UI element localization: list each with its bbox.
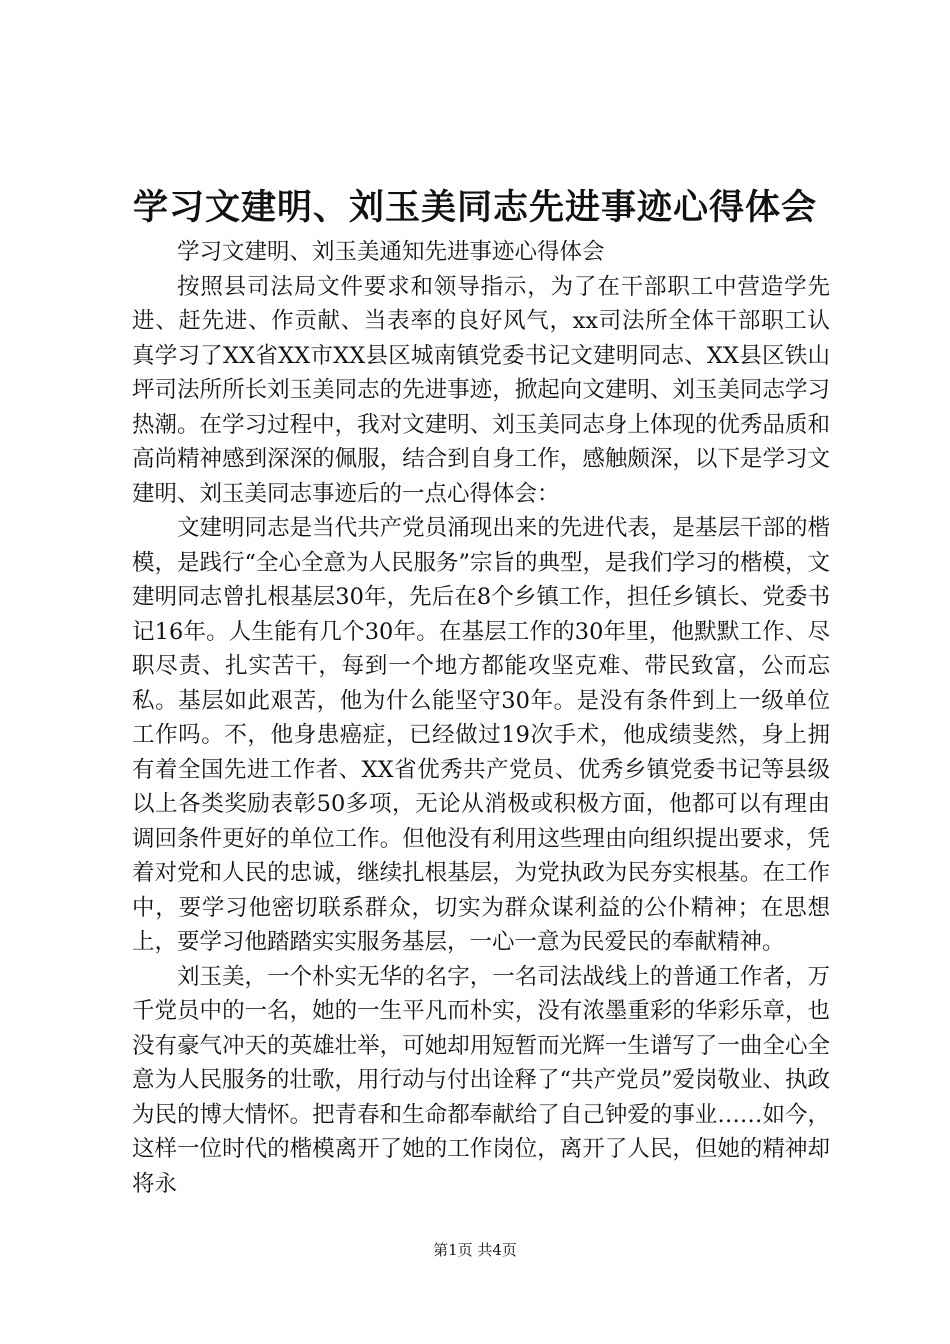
page-indicator: 第1页 共4页 [433,1241,517,1259]
document-title: 学习文建明、刘玉美同志先进事迹心得体会 [132,187,817,228]
document-subtitle: 学习文建明、刘玉美通知先进事迹心得体会 [177,239,605,265]
page-footer [0,1240,950,1260]
paragraph-wen-jianming: 文建明同志是当代共产党员涌现出来的先进代表，是基层干部的楷模，是践行“全心全意为人民服务”宗旨的典型，是我们学习的楷模，文建明同志曾扎根基层30年，先后在8个乡镇工作，担任乡镇长、党委书记16年。人生能有几个30年。在基层工作的30年里，他默默工作、尽职尽责、扎实苦干，每到一个地方都能攻坚克难、带民致富，公而忘私。基层如此艰苦，他为什么能坚守30年。是没有条件到上一级单位工作吗。不，他身患癌症，已经做过19次手术，他成绩斐然，身上拥有着全国先进工作者、XX省优秀共产党员、优秀乡镇党委书记等县级以上各类奖励表彰50多项，无论从消极或积极方面，他都可以有理由调回条件更好的单位工作。但他没有利用这些理由向组织提出要求，凭着对党和人民的忠诚，继续扎根基层，为党执政为民夯实根基。在工作中，要学习他密切联系群众，切实为群众谋利益的公仆精神；在思想上，要学习他踏踏实实服务基层，一心一意为民爱民的奉献精神。 [132,515,831,955]
paragraph-liu-yumei: 刘玉美，一个朴实无华的名字，一名司法战线上的普通工作者，万千党员中的一名，她的一生平凡而朴实，没有浓墨重彩的华彩乐章，也没有豪气冲天的英雄壮举，可她却用短暂而光辉一生谱写了一曲全心全意为人民服务的壮歌，用行动与付出诠释了“共产党员”爱岗敬业、执政为民的博大情怀。把青春和生命都奉献给了自己钟爱的事业……如今，这样一位时代的楷模离开了她的工作岗位，离开了人民，但她的精神却将永 [132,963,831,1197]
paragraph-intro: 按照县司法局文件要求和领导指示，为了在干部职工中营造学先进、赶先进、作贡献、当表率的良好风气，xx司法所全体干部职工认真学习了XX省XX市XX县区城南镇党委书记文建明同志、XX县区铁山坪司法所所长刘玉美同志的先进事迹，掀起向文建明、刘玉美同志学习热潮。在学习过程中，我对文建明、刘玉美同志身上体现的优秀品质和高尚精神感到深深的佩服，结合到自身工作，感触颇深，以下是学习文建明、刘玉美同志事迹后的一点心得体会： [132,273,830,507]
document-body [132,235,830,1201]
